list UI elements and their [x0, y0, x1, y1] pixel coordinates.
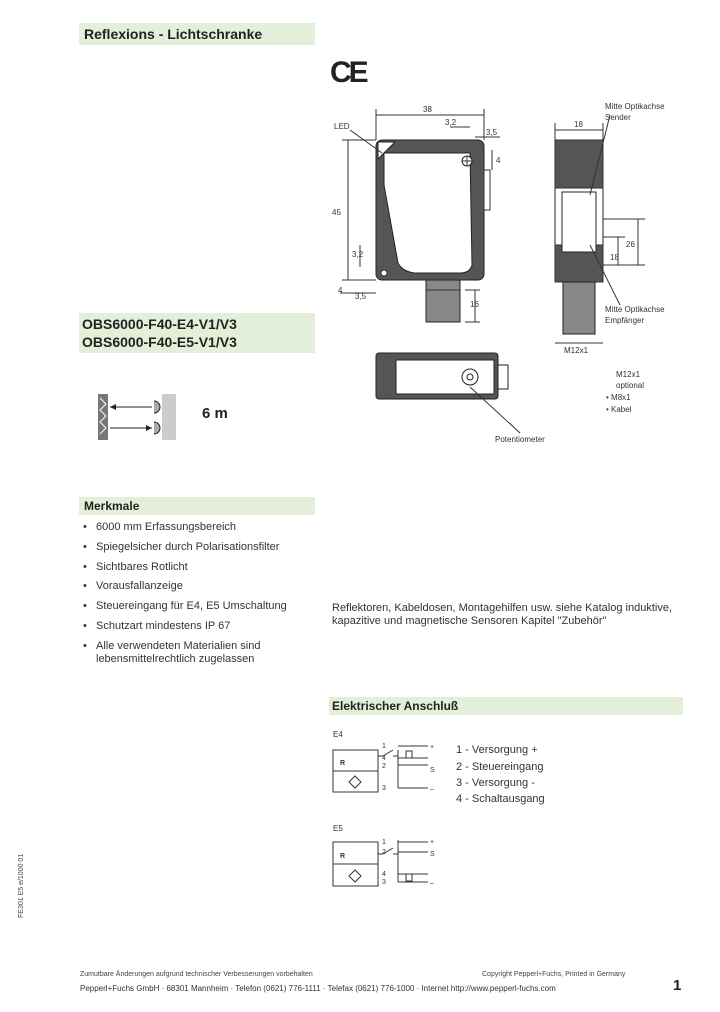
- accessories-line-2: kapazitive und magnetische Sensoren Kapitel "Zubehör": [332, 615, 607, 627]
- page-number: 1: [673, 977, 682, 994]
- range-value: 6 m: [202, 405, 228, 422]
- dim-45: 45: [332, 208, 341, 217]
- e5-pin-2: 2: [382, 849, 386, 856]
- sensor-icon: [162, 394, 176, 440]
- option-1: M12x1: [616, 370, 641, 379]
- e4-out-s: S: [430, 767, 435, 774]
- e5-wiring-diagram: [328, 832, 448, 892]
- e4-pin-2: 2: [382, 763, 386, 770]
- dim-4-top: 4: [496, 156, 501, 165]
- side-code: FE301 E5 e/1000 01: [18, 853, 25, 918]
- e4-pin-3: 3: [382, 785, 386, 792]
- option-2: optional: [616, 381, 645, 390]
- label-connector: M12x1: [564, 346, 589, 355]
- e4-label: E4: [333, 730, 343, 739]
- dim-4-left: 4: [338, 286, 343, 295]
- electrical-title: Elektrischer Anschluß: [332, 699, 459, 713]
- e4-block: R: [340, 760, 346, 767]
- label-empfaenger-1: Mitte Optikachse: [605, 305, 665, 314]
- footer-notice: Zumutbare Änderungen aufgrund technischer Verbesserungen vorbehalten: [80, 971, 313, 978]
- dim-3-2-top: 3,2: [445, 118, 457, 127]
- label-led: LED: [334, 122, 350, 131]
- dim-3-5-top: 3,5: [486, 128, 498, 137]
- pin-legend-3: 3 - Versorgung -: [456, 777, 535, 789]
- e5-label: E5: [333, 824, 343, 833]
- e5-out-plus: +: [430, 839, 435, 846]
- pin-legend-1: 1 - Versorgung +: [456, 744, 538, 756]
- page-title: Reflexions - Lichtschranke: [84, 26, 263, 42]
- e5-pin-3: 3: [382, 879, 386, 886]
- e5-pin-1: 1: [382, 839, 386, 846]
- e5-out-s: S: [430, 851, 435, 858]
- e4-out-minus: –: [430, 786, 434, 793]
- e5-block: R: [340, 853, 346, 860]
- label-potentiometer: Potentiometer: [495, 435, 545, 444]
- label-sender-2: Sender: [605, 113, 631, 122]
- label-sender-1: Mitte Optikachse: [605, 102, 665, 111]
- model-name-e5: OBS6000-F40-E5-V1/V3: [82, 334, 237, 350]
- dim-38: 38: [423, 105, 432, 114]
- label-empfaenger-2: Empfänger: [605, 316, 645, 325]
- dim-16: 16: [470, 300, 479, 309]
- dim-18-top: 18: [574, 120, 583, 129]
- option-3: • M8x1: [606, 393, 631, 402]
- pin-legend-4: 4 - Schaltausgang: [456, 793, 545, 805]
- model-name-e4: OBS6000-F40-E4-V1/V3: [82, 316, 237, 332]
- pin-legend-2: 2 - Steuereingang: [456, 761, 544, 773]
- footer-copyright: Copyright Pepperl+Fuchs, Printed in Germany: [482, 971, 626, 978]
- features-title: Merkmale: [84, 499, 140, 513]
- footer-address: Pepperl+Fuchs GmbH · 68301 Mannheim · Telefon (0621) 776-1111 · Telefax (0621) 776-1000 · Internet http://www.pepperl-fuchs.com: [80, 984, 556, 993]
- dimension-drawing: [320, 95, 710, 455]
- e4-out-plus: +: [430, 744, 435, 751]
- ce-mark: CE: [330, 56, 366, 89]
- option-4: • Kabel: [606, 405, 632, 414]
- e4-pin-1: 1: [382, 743, 386, 750]
- dim-26: 26: [626, 240, 635, 249]
- e5-out-minus: –: [430, 880, 434, 887]
- e5-pin-4: 4: [382, 871, 386, 878]
- dim-3-5-bottom: 3,5: [355, 292, 367, 301]
- dim-3-2-left: 3,2: [352, 250, 364, 259]
- accessories-line-1: Reflektoren, Kabeldosen, Montagehilfen usw. siehe Katalog induktive,: [332, 602, 672, 614]
- e4-pin-4: 4: [382, 755, 386, 762]
- reflector-symbol: [96, 392, 180, 444]
- dim-18-side: 18: [610, 253, 619, 262]
- e4-wiring-diagram: [328, 738, 448, 798]
